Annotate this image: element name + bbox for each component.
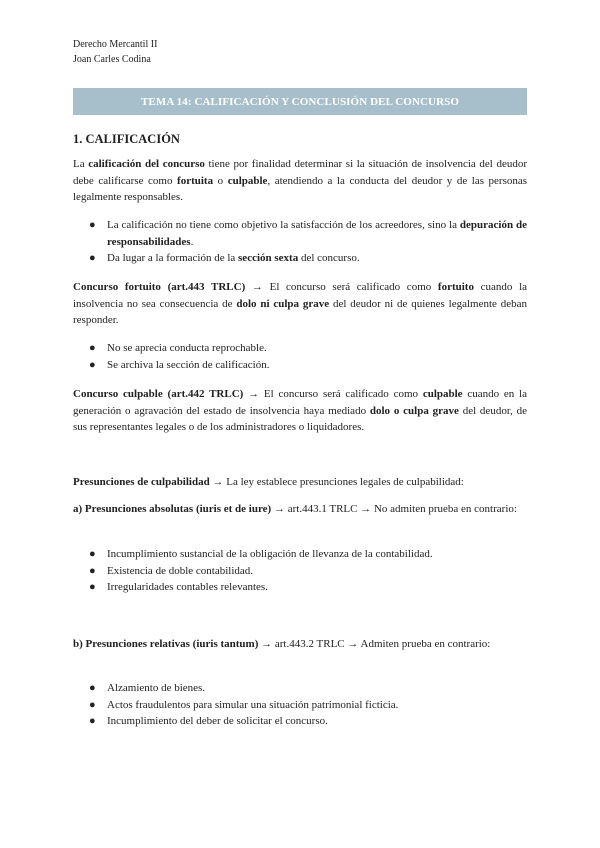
bullet-icon: ● [89, 682, 96, 694]
bullet-icon: ● [89, 564, 96, 577]
course-name: Derecho Mercantil II [73, 39, 158, 50]
bullet-icon: ● [89, 548, 96, 560]
bullet-icon: ● [89, 252, 96, 264]
author-name: Joan Carles Codina [73, 54, 151, 65]
fortuito-paragraph: Concurso fortuito (art.443 TRLC) → El concurso será calificado como fortuito cuando la insolvencia no sea consecuencia de dolo ni culpa grave del deudor ni de quienes legalmente deban responder. [73, 281, 528, 326]
bullet-list-fortuito [73, 340, 527, 373]
bullet-icon: ● [89, 581, 96, 593]
bullet-icon: ● [89, 219, 96, 231]
presunciones-paragraph: Presunciones de culpabilidad → La ley establece presunciones legales de culpabilidad: [73, 476, 464, 488]
bullet-list-relativas [73, 680, 527, 730]
list-item: ● Alzamiento de bienes. [73, 680, 527, 697]
topic-title-bar [73, 88, 527, 115]
list-item: ● Se archiva la sección de calificación. [73, 357, 527, 374]
bullet-icon: ● [89, 698, 96, 711]
list-item: ● No se aprecia conducta reprochable. [73, 340, 527, 357]
list-item: ● La calificación no tiene como objetivo la satisfacción de los acreedores, sino la depuración de responsabilidades. [89, 219, 527, 248]
list-item: ● Da lugar a la formación de la sección sexta del concurso. [73, 250, 527, 267]
list-item: ● Incumplimiento sustancial de la obligación de llevanza de la contabilidad. [73, 546, 527, 563]
relativas-paragraph: b) Presunciones relativas (iuris tantum) → art.443.2 TRLC → Admiten prueba en contrario: [73, 638, 491, 650]
topic-title: TEMA 14: CALIFICACIÓN Y CONCLUSIÓN DEL CONCURSO [140, 95, 460, 108]
culpable-paragraph: Concurso culpable (art.442 TRLC) → El concurso será calificado como culpable cuando en la generación o agravación del estado de insolvencia haya mediado dolo o culpa grave del deudor, de sus representantes legales o de los administradores o liquidadores. [73, 388, 527, 433]
bullet-list-absolutas [73, 546, 527, 596]
bullet-icon: ● [89, 358, 96, 371]
bullet-list-calificacion [73, 217, 527, 267]
section-heading: 1. CALIFICACIÓN [73, 132, 180, 146]
list-item: ● Irregularidades contables relevantes. [73, 579, 527, 596]
list-item: ● Existencia de doble contabilidad. [73, 563, 527, 580]
intro-paragraph: La calificación del concurso tiene por finalidad determinar si la situación de insolvencia del deudor debe calificarse como fortuita o culpable, atendiendo a la conducta del deudor y de las personas legalmente responsables. [73, 158, 528, 203]
page-header [73, 37, 157, 67]
list-item: ● Actos fraudulentos para simular una situación patrimonial ficticia. [73, 697, 527, 714]
bullet-icon: ● [89, 715, 96, 727]
absolutas-paragraph: a) Presunciones absolutas (iuris et de iure) → art.443.1 TRLC → No admiten prueba en contrario: [73, 503, 517, 515]
list-item: ● Incumplimiento del deber de solicitar el concurso. [73, 713, 527, 730]
bullet-icon: ● [89, 342, 96, 354]
